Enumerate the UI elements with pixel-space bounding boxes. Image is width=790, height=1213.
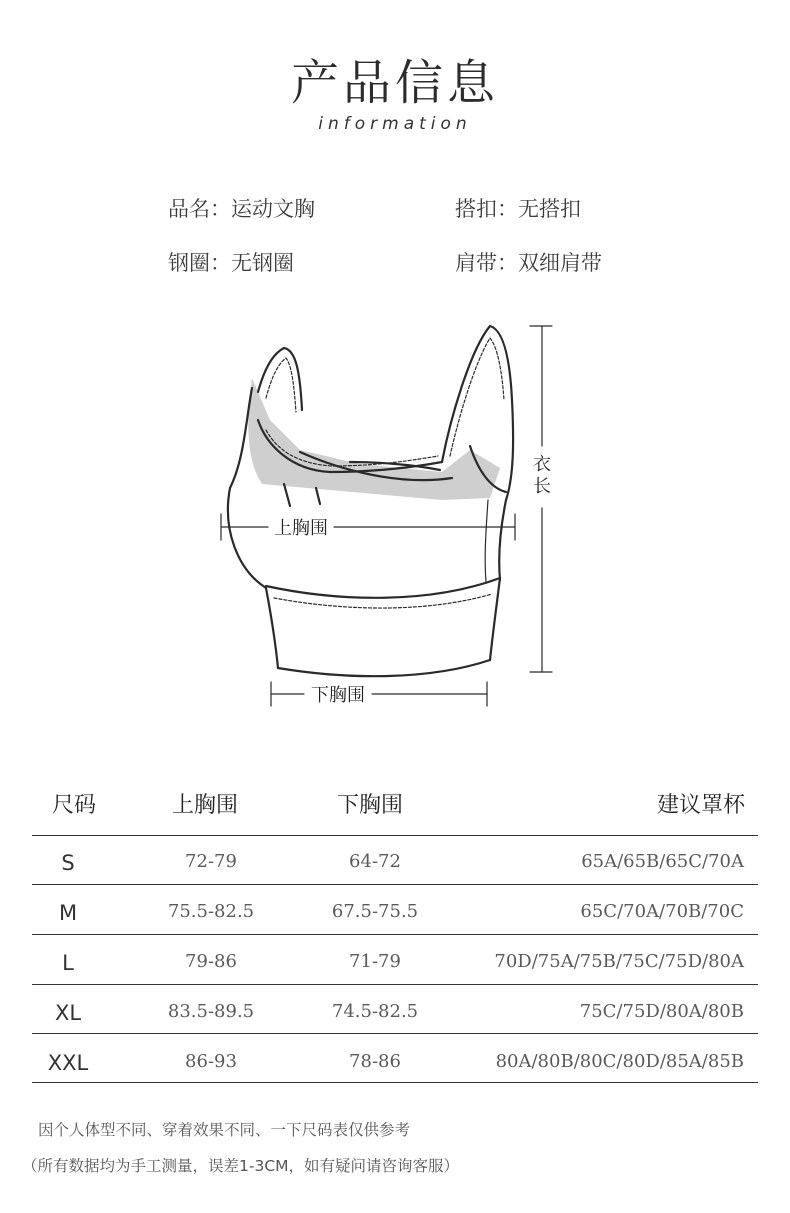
size-cell: S	[61, 851, 75, 875]
cup-cell: 75C/75D/80A/80B	[579, 1001, 744, 1022]
measurement-note: （所有数据均为手工测量，误差1-3CM，如有疑问请咨询客服）	[22, 1157, 460, 1175]
bra-measurement-diagram	[0, 300, 790, 720]
spec-value: 无钢圈	[231, 251, 294, 275]
col-header-under-bust: 下胸围	[337, 793, 404, 818]
table-divider	[32, 934, 758, 935]
upper-bust-label: 上胸围	[274, 518, 328, 539]
disclaimer-note: 因个人体型不同、穿着效果不同、一下尺码表仅供参考	[38, 1121, 411, 1139]
under-bust-cell: 64-72	[349, 851, 401, 872]
length-label-char: 衣	[533, 454, 551, 475]
spec-label: 肩带：	[455, 251, 518, 275]
spec-product-name	[168, 193, 315, 223]
col-header-cup: 建议罩杯	[656, 793, 745, 818]
table-divider	[32, 984, 758, 985]
spec-clasp	[455, 193, 581, 223]
under-bust-cell: 78-86	[349, 1051, 401, 1072]
spec-value: 双细肩带	[518, 251, 602, 275]
under-bust-cell: 74.5-82.5	[331, 1001, 419, 1022]
table-divider	[32, 1082, 758, 1083]
col-header-size: 尺码	[52, 793, 97, 818]
under-bust-label: 下胸围	[311, 685, 365, 706]
spec-straps	[455, 247, 602, 277]
size-cell: L	[62, 951, 74, 975]
under-bust-cell: 67.5-75.5	[331, 901, 419, 922]
upper-bust-cell: 72-79	[185, 851, 237, 872]
page-title: 产品信息	[290, 55, 499, 111]
page-subtitle: information	[318, 114, 472, 134]
size-cell: XXL	[47, 1051, 89, 1075]
length-label	[533, 454, 551, 497]
length-label-char: 长	[533, 476, 551, 497]
size-cell: M	[58, 901, 78, 925]
table-divider	[32, 1033, 758, 1034]
size-cell: XL	[54, 1001, 82, 1025]
table-divider	[32, 884, 758, 885]
upper-bust-cell: 86-93	[185, 1051, 237, 1072]
under-bust-cell: 71-79	[349, 951, 401, 972]
spec-label: 搭扣：	[455, 197, 518, 221]
cup-cell: 70D/75A/75B/75C/75D/80A	[494, 951, 744, 972]
upper-bust-cell: 83.5-89.5	[167, 1001, 255, 1022]
col-header-upper-bust: 上胸围	[172, 793, 239, 818]
upper-bust-cell: 75.5-82.5	[167, 901, 255, 922]
spec-label: 品名：	[168, 197, 231, 221]
cup-cell: 65A/65B/65C/70A	[581, 851, 744, 872]
cup-cell: 80A/80B/80C/80D/85A/85B	[495, 1051, 744, 1072]
spec-value: 运动文胸	[231, 197, 315, 221]
spec-underwire	[168, 247, 294, 277]
spec-value: 无搭扣	[518, 197, 581, 221]
table-divider	[32, 835, 758, 836]
upper-bust-cell: 79-86	[185, 951, 237, 972]
spec-label: 钢圈：	[168, 251, 231, 275]
cup-cell: 65C/70A/70B/70C	[580, 901, 744, 922]
